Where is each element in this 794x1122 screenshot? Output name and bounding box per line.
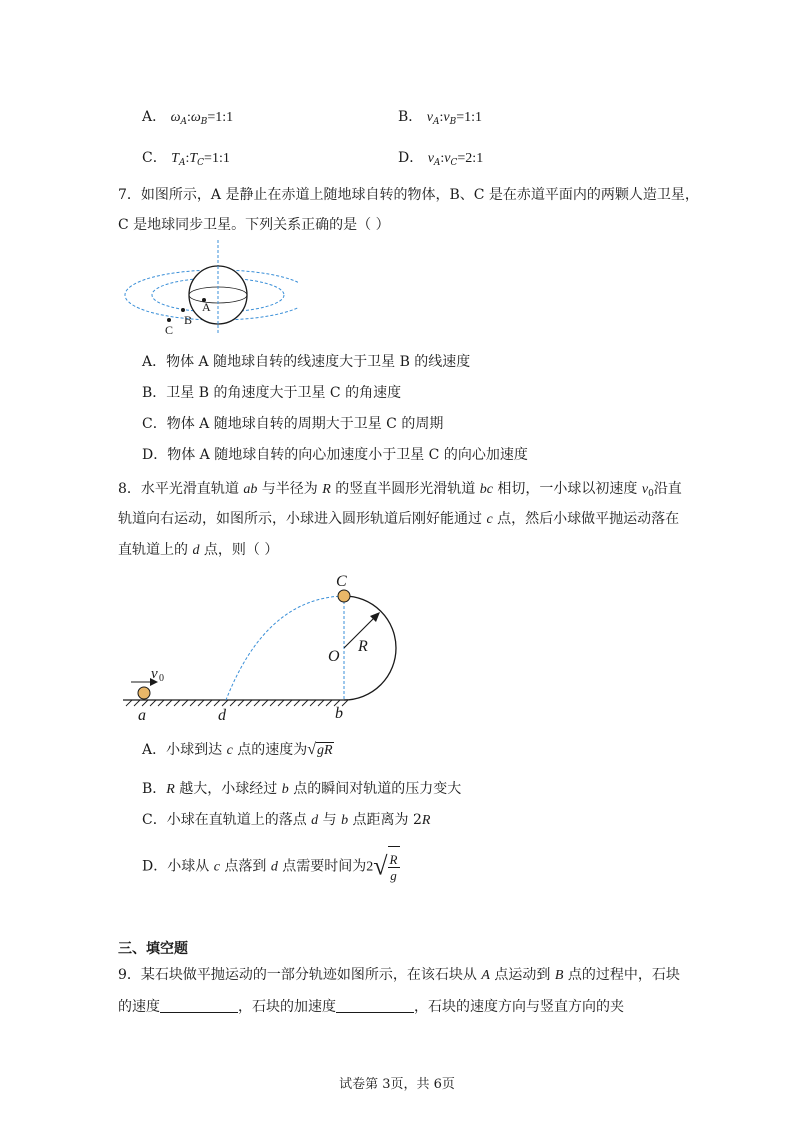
- label-c: C: [165, 323, 174, 337]
- q9-stem-line2: 的速度 ，石块的加速度 ，石块的速度方向与竖直方向的夹: [118, 999, 624, 1015]
- label-d: d: [218, 707, 226, 724]
- label-r: R: [358, 638, 368, 655]
- label-v0: v: [151, 666, 158, 682]
- label-a: a: [138, 707, 146, 724]
- q7-option-a: A．物体 A 随地球自转的线速度大于卫星 B 的线速度: [142, 354, 471, 370]
- q8-option-a: A．小球到达 c 点的速度为√gR: [142, 740, 334, 761]
- q6-option-c: C． $T_A:T_C=1:1$: [142, 150, 230, 168]
- earth-circle: [189, 266, 247, 324]
- q8-stem-line1: 8．水平光滑直轨道 ab 与半径为 R 的竖直半圆形光滑轨道 bc 相切，一小球以初速度 $v_0$沿直: [118, 481, 682, 499]
- q7-option-d: D．物体 A 随地球自转的向心加速度小于卫星 C 的向心加速度: [142, 447, 528, 463]
- section-heading: 三、填空题: [118, 941, 188, 957]
- q7-option-c: C．物体 A 随地球自转的周期大于卫星 C 的周期: [142, 416, 444, 432]
- semicircle-track: [344, 596, 396, 700]
- q8-track-figure: [118, 568, 448, 728]
- q8-stem-line3: 直轨道上的 d 点，则（ ）: [118, 542, 279, 558]
- projectile-path: [226, 596, 344, 700]
- label-a: A: [202, 300, 211, 314]
- page-footer: 试卷第 3页，共 6页: [339, 1077, 455, 1092]
- q6-option-b: B． $v_A:v_B=1:1$: [398, 109, 482, 127]
- label-c: C: [336, 573, 347, 590]
- label-b: B: [184, 313, 193, 327]
- q7-stem-line2: C 是地球同步卫星。下列关系正确的是（ ）: [118, 217, 390, 233]
- q8-option-d: D．小球从 c 点落到 d 点需要时间为2√ $\frac{R}{g}$: [142, 846, 400, 886]
- ball-at-a: [138, 687, 150, 699]
- q8-option-c: C．小球在直轨道上的落点 d 与 b 点距离为 2R: [142, 812, 431, 828]
- q9-stem-line1: 9．某石块做平抛运动的一部分轨迹如图所示，在该石块从 A 点运动到 B 点的过程中，石块: [118, 967, 680, 983]
- sqrt-gr: √gR: [307, 741, 333, 758]
- q8-stem-line2: 轨道向右运动，如图所示，小球进入圆形轨道后刚好能通过 c 点，然后小球做平抛运动落在: [118, 511, 680, 527]
- q6-option-a: A． $\omega_A:\omega_B=1:1$: [142, 109, 234, 127]
- q7-orbit-figure: [118, 238, 298, 338]
- label-v0-sub: 0: [159, 673, 164, 684]
- label-o: O: [328, 648, 340, 665]
- q7-option-b: B．卫星 B 的角速度大于卫星 C 的角速度: [142, 385, 402, 401]
- ground-hatching: [126, 700, 348, 706]
- blank-acceleration[interactable]: [336, 998, 414, 1013]
- label-b: b: [335, 705, 343, 722]
- q8-option-b: B．R 越大，小球经过 b 点的瞬间对轨道的压力变大: [142, 781, 462, 797]
- point-c: [167, 318, 171, 322]
- ball-at-c: [338, 590, 350, 602]
- q6-option-d: D． $v_A:v_C=2:1$: [398, 150, 484, 168]
- q7-stem-line1: 7．如图所示，A 是静止在赤道上随地球自转的物体，B、C 是在赤道平面内的两颗人造卫星，: [118, 187, 699, 203]
- blank-velocity[interactable]: [160, 998, 238, 1013]
- point-b: [181, 308, 185, 312]
- fraction-r-over-g: $\frac{R}{g}$: [389, 851, 398, 883]
